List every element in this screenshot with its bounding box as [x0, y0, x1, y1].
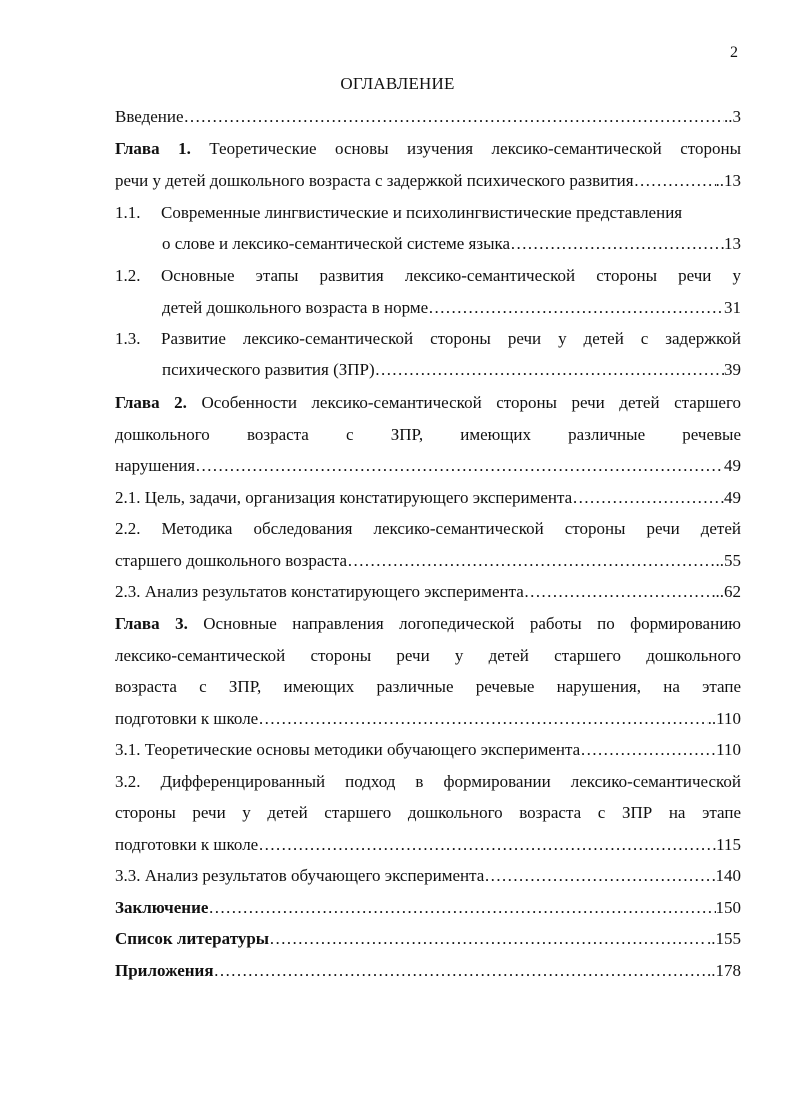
chapter-2-title-part-1: Особенности лексико-семантической стороны речи детей старшего [201, 393, 742, 412]
toc-chapter-3-line-2: лексико-семантической стороны речи у детей старшего дошкольного [115, 646, 741, 665]
chapter-3-title-part-4: подготовки к школе [115, 709, 259, 728]
toc-leader [524, 581, 716, 603]
references-page: ..155 [707, 929, 741, 948]
toc-leader [258, 708, 707, 730]
section-1-2-title-part-1: Основные этапы развития лексико-семантической стороны речи у [161, 266, 741, 285]
section-1-2-number: 1.2. [115, 266, 141, 285]
toc-intro [115, 106, 741, 128]
toc-chapter-3-line-1 [115, 613, 741, 635]
section-3-1-title: 3.1. Теоретические основы методики обучающего эксперимента [115, 740, 581, 759]
section-2-3-page: ..62 [715, 582, 741, 601]
toc-section-2-3 [115, 581, 741, 603]
section-2-1-title: 2.1. Цель, задачи, организация констатирующего эксперимента [115, 488, 573, 507]
toc-section-1-1-line-1 [115, 202, 741, 224]
toc-leader [428, 297, 724, 319]
toc-section-1-3-line-1 [115, 328, 741, 350]
toc-section-1-2-line-1 [115, 265, 741, 287]
appendix-page: ..178 [707, 961, 741, 980]
section-2-2-title-part-2: старшего дошкольного возраста [115, 551, 348, 570]
section-3-2-title-part-3: подготовки к школе [115, 835, 259, 854]
toc-leader [510, 233, 724, 255]
toc-section-3-2-line-3 [115, 834, 741, 856]
section-1-3-title-part-1: Развитие лексико-семантической стороны речи у детей с задержкой [161, 329, 741, 348]
toc-leader [214, 960, 707, 982]
toc-chapter-2-line-3 [115, 455, 741, 477]
chapter-3-title-part-1: Основные направления логопедической работы по формированию [203, 614, 741, 633]
toc-intro-page: ..3 [724, 107, 741, 126]
chapter-2-label: Глава 2. [115, 393, 187, 412]
toc-leader [208, 897, 715, 919]
toc-section-3-3 [115, 865, 741, 887]
toc-section-3-1 [115, 739, 741, 761]
toc-leader [484, 865, 715, 887]
section-1-3-number: 1.3. [115, 329, 141, 348]
toc-leader [347, 550, 715, 572]
section-1-1-number: 1.1. [115, 203, 141, 222]
conclusion-title: Заключение [115, 898, 209, 917]
section-3-2-page: 115 [716, 835, 741, 854]
chapter-3-label: Глава 3. [115, 614, 188, 633]
section-3-3-page: 140 [715, 866, 741, 885]
toc-section-1-3-line-2 [162, 359, 741, 381]
toc-chapter-3-line-4 [115, 708, 741, 730]
toc-section-3-2-line-1: 3.2. Дифференцированный подход в формировании лексико-семантической [115, 772, 741, 791]
section-2-1-page: 49 [724, 488, 741, 507]
toc-intro-text: Введение [115, 107, 184, 126]
toc-chapter-1-line-2 [115, 170, 741, 192]
section-2-2-page: ..55 [715, 551, 741, 570]
toc-appendix [115, 960, 741, 982]
section-1-2-title-part-2: детей дошкольного возраста в норме [162, 298, 429, 317]
toc-leader [269, 928, 707, 950]
chapter-1-page: ..13 [715, 171, 741, 190]
toc-chapter-1-line-1 [115, 138, 741, 160]
chapter-1-title-part-1: Теоретические основы изучения лексико-семантической стороны [209, 139, 741, 158]
chapter-1-label: Глава 1. [115, 139, 191, 158]
section-3-3-title: 3.3. Анализ результатов обучающего эксперимента [115, 866, 485, 885]
toc-chapter-2-line-2: дошкольного возраста с ЗПР, имеющих различные речевые [115, 425, 741, 444]
chapter-3-page: ..110 [707, 709, 741, 728]
references-title: Список литературы [115, 929, 270, 948]
toc-leader [258, 834, 716, 856]
toc-section-2-2-line-2 [115, 550, 741, 572]
toc-leader [184, 106, 724, 128]
toc-chapter-3-line-3: возраста с ЗПР, имеющих различные речевые нарушения, на этапе [115, 677, 741, 696]
chapter-2-title-part-3: нарушения [115, 456, 196, 475]
section-1-2-page: 31 [724, 298, 741, 317]
chapter-1-title-part-2: речи у детей дошкольного возраста с задержкой психического развития [115, 171, 634, 190]
section-2-3-title: 2.3. Анализ результатов констатирующего эксперимента [115, 582, 524, 601]
toc-section-2-2-line-1: 2.2. Методика обследования лексико-семантической стороны речи детей [115, 519, 741, 538]
toc-references [115, 928, 741, 950]
section-1-3-page: 39 [724, 360, 741, 379]
toc-leader [572, 487, 724, 509]
toc-section-1-1-line-2 [162, 233, 741, 255]
toc-section-1-2-line-2 [162, 297, 741, 319]
page-title: ОГЛАВЛЕНИЕ [340, 74, 455, 93]
toc-leader [195, 455, 724, 477]
appendix-title: Приложения [115, 961, 214, 980]
section-1-1-title-part-2: о слове и лексико-семантической системе языка [162, 234, 511, 253]
section-3-1-page: 110 [716, 740, 741, 759]
toc-leader [375, 359, 724, 381]
toc-chapter-2-line-1 [115, 392, 741, 414]
conclusion-page: 150 [715, 898, 741, 917]
chapter-2-page: 49 [724, 456, 741, 475]
section-1-1-page: 13 [724, 234, 741, 253]
toc-conclusion [115, 897, 741, 919]
toc-leader [634, 170, 716, 192]
toc-section-2-1 [115, 487, 741, 509]
page-number: 2 [730, 44, 738, 61]
toc-leader [580, 739, 716, 761]
toc-section-3-2-line-2: стороны речи у детей старшего дошкольного возраста с ЗПР на этапе [115, 803, 741, 822]
section-1-1-title-part-1: Современные лингвистические и психолингвистические представления [161, 203, 683, 222]
section-1-3-title-part-2: психического развития (ЗПР) [162, 360, 375, 379]
